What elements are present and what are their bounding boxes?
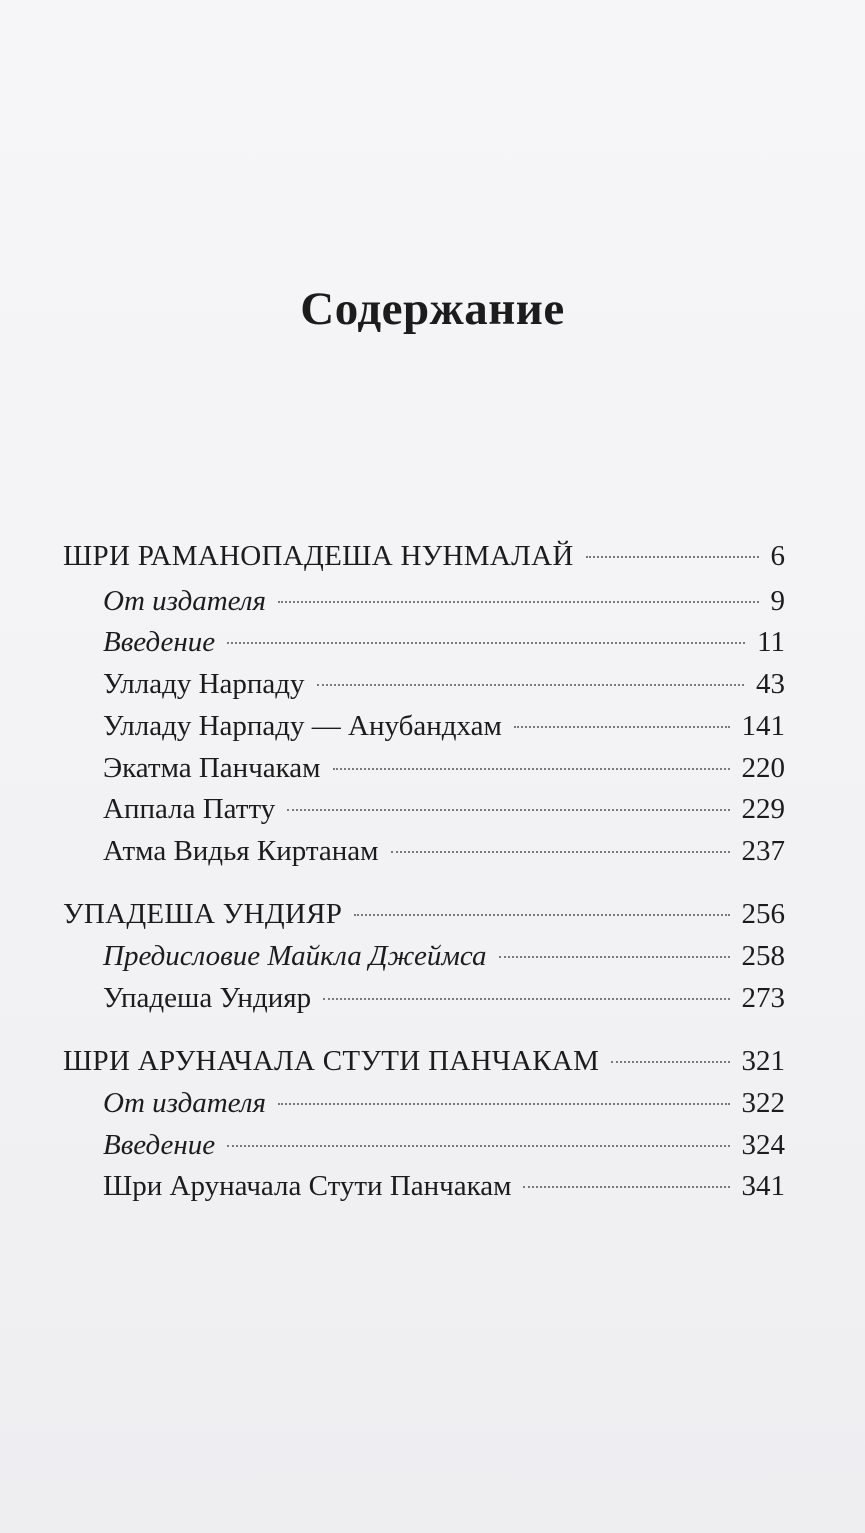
- toc-entry-page: 11: [757, 626, 785, 658]
- toc-entry-label: От издателя: [103, 1087, 266, 1119]
- toc-entry-label: Шри Аруначала Стути Панчакам: [103, 1170, 512, 1202]
- toc-entry-ulladu-narpadu-anubandham: [103, 708, 785, 744]
- toc-section-upadesa-undiyar: [63, 896, 785, 932]
- toc-entry-publisher-note-2: [103, 1085, 785, 1121]
- toc-entry-label: Атма Видья Киртанам: [103, 835, 379, 867]
- toc-entry-page: 229: [741, 793, 785, 825]
- toc-entry-sri-arunachala-stuti-panchakam: [103, 1168, 785, 1204]
- toc-entry-label: Упадеша Ундияр: [103, 982, 312, 1014]
- toc-entry-atma-vidya-kirtanam: [103, 833, 785, 869]
- toc-entry-publisher-note: [103, 583, 785, 619]
- toc-entry-page: 141: [741, 710, 785, 742]
- leader-dots: [278, 1103, 730, 1105]
- toc-entry-label: ШРИ РАМАНОПАДЕША НУНМАЛАЙ: [63, 540, 574, 572]
- toc-entry-page: 9: [770, 585, 785, 617]
- toc-entry-page: 220: [741, 752, 785, 784]
- leader-dots: [391, 851, 730, 853]
- leader-dots: [278, 601, 759, 603]
- toc-entry-page: 322: [741, 1087, 785, 1119]
- toc-entry-page: 6: [770, 540, 785, 572]
- toc-entry-introduction: [103, 624, 785, 660]
- leader-dots: [227, 1145, 729, 1147]
- toc-entry-introduction-2: [103, 1127, 785, 1163]
- toc-entry-page: 237: [741, 835, 785, 867]
- toc-entry-label: Улладу Нарпаду: [103, 668, 305, 700]
- toc-entry-label: УПАДЕША УНДИЯР: [63, 898, 343, 930]
- toc-entry-label: Экатма Панчакам: [103, 752, 321, 784]
- toc-entry-label: Введение: [103, 1129, 216, 1161]
- toc-entry-appala-pattu: [103, 791, 785, 827]
- leader-dots: [323, 998, 729, 1000]
- toc-entry-label: Введение: [103, 626, 216, 658]
- leader-dots: [227, 642, 745, 644]
- page-title: Содержание: [300, 283, 565, 335]
- toc-section-sri-ramanopadesa: [63, 538, 785, 574]
- leader-dots: [317, 684, 744, 686]
- toc-entry-page: 43: [756, 668, 785, 700]
- leader-dots: [514, 726, 730, 728]
- toc-entry-upadesa-undiyar: [103, 980, 785, 1016]
- leader-dots: [287, 809, 729, 811]
- leader-dots: [333, 768, 730, 770]
- toc-entry-ulladu-narpadu: [103, 666, 785, 702]
- toc-entry-page: 258: [741, 940, 785, 972]
- toc-entry-label: От издателя: [103, 585, 266, 617]
- leader-dots: [586, 556, 759, 558]
- toc-entry-label: Предисловие Майкла Джеймса: [103, 940, 487, 972]
- toc-entry-page: 256: [741, 898, 785, 930]
- leader-dots: [499, 956, 730, 958]
- toc-entry-page: 321: [741, 1045, 785, 1077]
- toc-section-sri-arunachala-stuti: [63, 1043, 785, 1079]
- leader-dots: [611, 1061, 729, 1063]
- toc-entry-page: 273: [741, 982, 785, 1014]
- leader-dots: [523, 1186, 729, 1188]
- toc-entry-label: Аппала Патту: [103, 793, 276, 825]
- toc-entry-michael-james-preface: [103, 938, 785, 974]
- toc-entry-ekatma-panchakam: [103, 750, 785, 786]
- toc-entry-label: Улладу Нарпаду — Анубандхам: [103, 710, 502, 742]
- toc-entry-page: 324: [741, 1129, 785, 1161]
- leader-dots: [354, 914, 729, 916]
- toc-entry-label: ШРИ АРУНАЧАЛА СТУТИ ПАНЧАКАМ: [63, 1045, 600, 1077]
- toc-entry-page: 341: [741, 1170, 785, 1202]
